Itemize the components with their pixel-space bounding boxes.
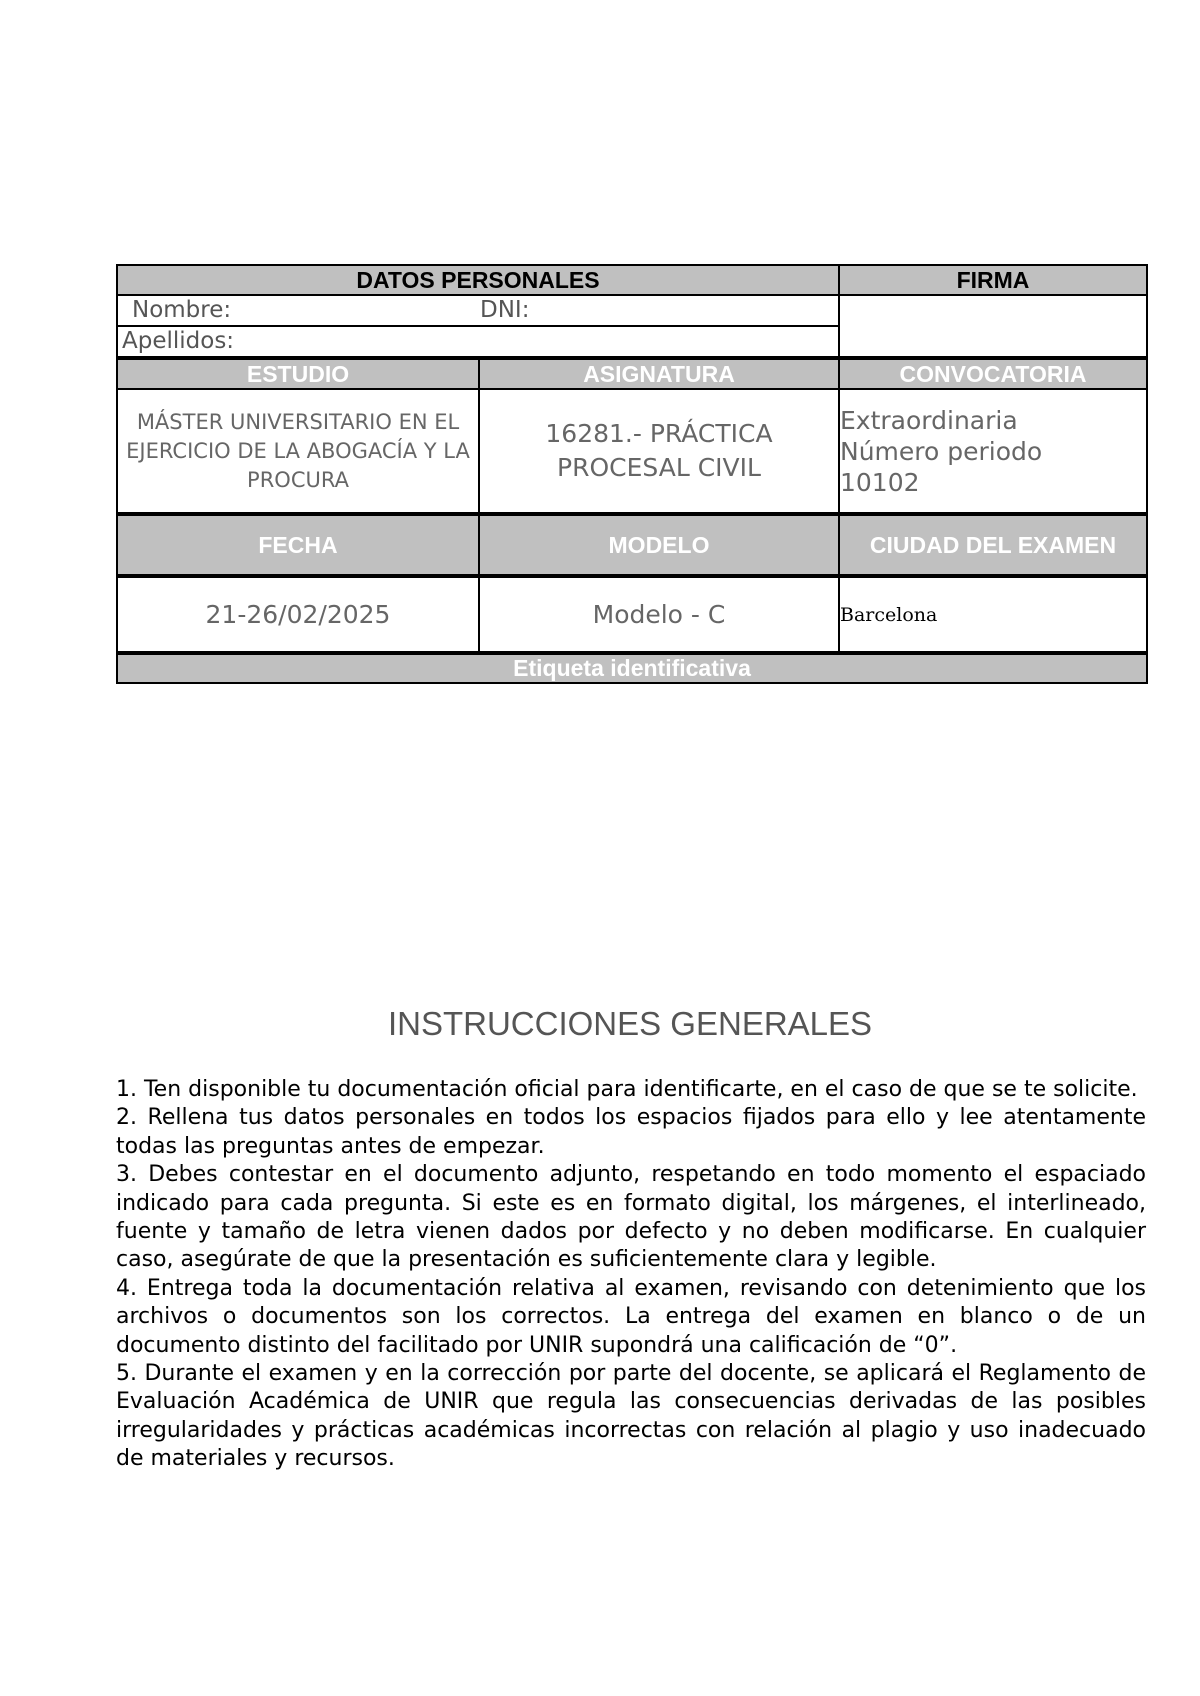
surname-label: Apellidos: — [122, 328, 235, 354]
instructions-title: INSTRUCCIONES GENERALES — [387, 1005, 873, 1042]
call-period-number: 10102 — [840, 467, 920, 497]
call-header: CONVOCATORIA — [839, 358, 1147, 389]
date-value: 21-26/02/2025 — [117, 576, 479, 653]
signature-box[interactable] — [839, 295, 1147, 358]
subject-value: 16281.- PRÁCTICA PROCESAL CIVIL — [479, 389, 839, 514]
study-header: ESTUDIO — [117, 358, 479, 389]
instruction-item-4: 4. Entrega toda la documentación relativa al examen, revisando con detenimiento que los archivos o documentos son los correctos. La entrega del examen en blanco o de un documento distinto del facilitado por UNIR supondrá una calificación de “0”. — [116, 1275, 1146, 1358]
id-label-bar: Etiqueta identificativa — [117, 653, 1147, 683]
call-type: Extraordinaria — [840, 405, 1018, 435]
city-value: Barcelona — [839, 576, 1147, 653]
surname-field[interactable] — [117, 326, 839, 358]
name-dni-field[interactable] — [117, 295, 839, 326]
date-header: FECHA — [117, 514, 479, 576]
model-value: Modelo - C — [479, 576, 839, 653]
study-value: MÁSTER UNIVERSITARIO EN EL EJERCICIO DE LA ABOGACÍA Y LA PROCURA — [117, 389, 479, 514]
subject-header: ASIGNATURA — [479, 358, 839, 389]
city-header: CIUDAD DEL EXAMEN — [839, 514, 1147, 576]
signature-header: FIRMA — [839, 265, 1147, 295]
instruction-item-2: 2. Rellena tus datos personales en todos los espacios fijados para ello y lee atentamente todas las preguntas antes de empezar. — [116, 1105, 1146, 1159]
instruction-item-3: 3. Debes contestar en el documento adjunto, respetando en todo momento el espaciado indicado para cada pregunta. Si este es en formato digital, los márgenes, el interlineado, fuente y tamaño de letra vienen dados por defecto y no deben modificarse. En cualquier caso, asegúrate de que la presentación es suficientemente clara y legible. — [116, 1162, 1146, 1273]
call-period-label: Número periodo — [840, 436, 1043, 466]
call-value — [839, 389, 1147, 514]
instruction-item-1: 1. Ten disponible tu documentación oficial para identificarte, en el caso de que se te solicite. — [116, 1077, 1138, 1102]
instruction-item-5: 5. Durante el examen y en la corrección por parte del docente, se aplicará el Reglamento de Evaluación Académica de UNIR que regula las consecuencias derivadas de las posibles irregularidades y prácticas académicas incorrectas con relación al plagio y uso inadecuado de materiales y recursos. — [116, 1361, 1146, 1472]
personal-data-header: DATOS PERSONALES — [117, 265, 839, 295]
dni-label: DNI: — [480, 297, 530, 323]
exam-header-table — [116, 264, 1148, 684]
instructions-list — [116, 1076, 1146, 1474]
name-label: Nombre: — [132, 297, 232, 323]
model-header: MODELO — [479, 514, 839, 576]
